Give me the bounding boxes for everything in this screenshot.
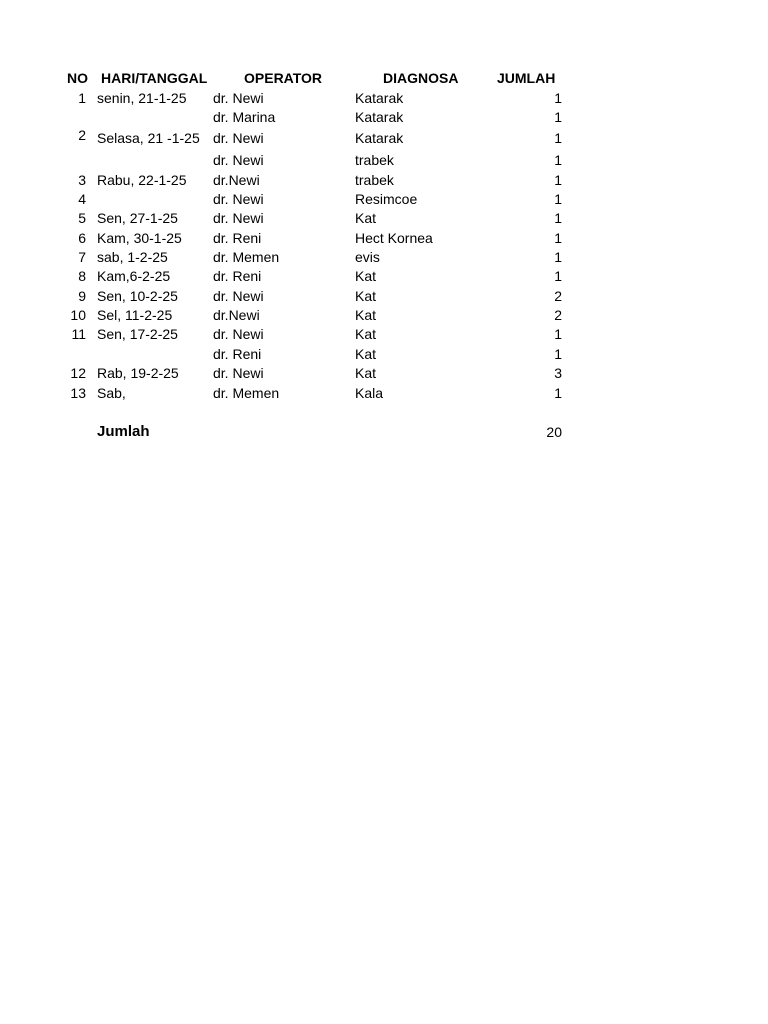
row-diagnosa: evis — [355, 249, 380, 265]
row-diagnosa: Katarak — [355, 90, 404, 106]
row-operator: dr. Newi — [213, 210, 264, 226]
row-operator: dr. Newi — [213, 152, 264, 168]
row-jumlah: 1 — [554, 326, 562, 342]
row-number: 1 — [78, 90, 86, 106]
row-diagnosa: Resimcoe — [355, 191, 418, 207]
row-date: Rab, 19-2-25 — [97, 365, 179, 381]
row-operator: dr. Newi — [213, 326, 264, 342]
row-date: Sen, 17-2-25 — [97, 326, 178, 342]
row-number: 12 — [70, 365, 86, 381]
total-value: 20 — [546, 424, 562, 440]
row-date: senin, 21-1-25 — [97, 90, 187, 106]
row-date: Selasa, 21 -1-25 — [97, 130, 200, 146]
row-number: 7 — [78, 249, 86, 265]
row-number: 13 — [70, 385, 86, 401]
row-number: 10 — [70, 307, 86, 323]
row-jumlah: 1 — [554, 346, 562, 362]
row-diagnosa: trabek — [355, 152, 394, 168]
row-date: Sen, 27-1-25 — [97, 210, 178, 226]
row-diagnosa: Kat — [355, 268, 377, 284]
row-number: 3 — [78, 172, 86, 188]
row-number: 4 — [78, 191, 86, 207]
row-number: 8 — [78, 268, 86, 284]
row-date: Kam, 30-1-25 — [97, 230, 182, 246]
row-diagnosa: Kat — [355, 326, 377, 342]
row-jumlah: 1 — [554, 152, 562, 168]
row-diagnosa: trabek — [355, 172, 394, 188]
row-diagnosa: Kat — [355, 210, 377, 226]
row-diagnosa: Kala — [355, 385, 384, 401]
row-number: 9 — [78, 288, 86, 304]
row-number: 6 — [78, 230, 86, 246]
row-number: 5 — [78, 210, 86, 226]
row-operator: dr. Reni — [213, 346, 262, 362]
row-diagnosa: Kat — [355, 346, 377, 362]
row-operator: dr. Memen — [213, 385, 280, 401]
row-date: Rabu, 22-1-25 — [97, 172, 187, 188]
header-operator: OPERATOR — [244, 70, 323, 86]
row-diagnosa: Hect Kornea — [355, 230, 433, 246]
row-diagnosa: Katarak — [355, 109, 404, 125]
header-diagnosa: DIAGNOSA — [383, 70, 459, 86]
row-operator: dr. Newi — [213, 191, 264, 207]
row-operator: dr. Newi — [213, 90, 264, 106]
total-label: Jumlah — [97, 423, 150, 440]
row-diagnosa: Kat — [355, 288, 377, 304]
row-operator: dr.Newi — [213, 307, 260, 323]
row-operator: dr. Memen — [213, 249, 280, 265]
row-date: Sab, — [97, 385, 126, 401]
row-operator: dr. Marina — [213, 109, 276, 125]
row-jumlah: 2 — [554, 307, 562, 323]
row-jumlah: 1 — [554, 172, 562, 188]
row-operator: dr. Newi — [213, 365, 264, 381]
row-jumlah: 1 — [554, 90, 562, 106]
header-hari-tanggal: HARI/TANGGAL — [101, 70, 208, 86]
header-jumlah: JUMLAH — [497, 70, 556, 86]
row-jumlah: 1 — [554, 230, 562, 246]
row-operator: dr. Reni — [213, 230, 262, 246]
row-date: Kam,6-2-25 — [97, 268, 171, 284]
row-jumlah: 1 — [554, 109, 562, 125]
row-diagnosa: Katarak — [355, 130, 404, 146]
row-operator: dr. Reni — [213, 268, 262, 284]
row-jumlah: 2 — [554, 288, 562, 304]
row-jumlah: 1 — [554, 210, 562, 226]
row-operator: dr.Newi — [213, 172, 260, 188]
row-date: Sel, 11-2-25 — [97, 307, 173, 323]
row-jumlah: 1 — [554, 385, 562, 401]
row-operator: dr. Newi — [213, 288, 264, 304]
row-operator: dr. Newi — [213, 130, 264, 146]
row-date: sab, 1-2-25 — [97, 249, 168, 265]
row-jumlah: 1 — [554, 130, 562, 146]
row-jumlah: 3 — [554, 365, 562, 381]
row-jumlah: 1 — [554, 249, 562, 265]
row-number: 2 — [78, 127, 86, 143]
row-diagnosa: Kat — [355, 365, 377, 381]
header-no: NO — [67, 70, 88, 86]
row-jumlah: 1 — [554, 268, 562, 284]
row-diagnosa: Kat — [355, 307, 377, 323]
row-jumlah: 1 — [554, 191, 562, 207]
row-number: 11 — [71, 326, 86, 342]
row-date: Sen, 10-2-25 — [97, 288, 178, 304]
